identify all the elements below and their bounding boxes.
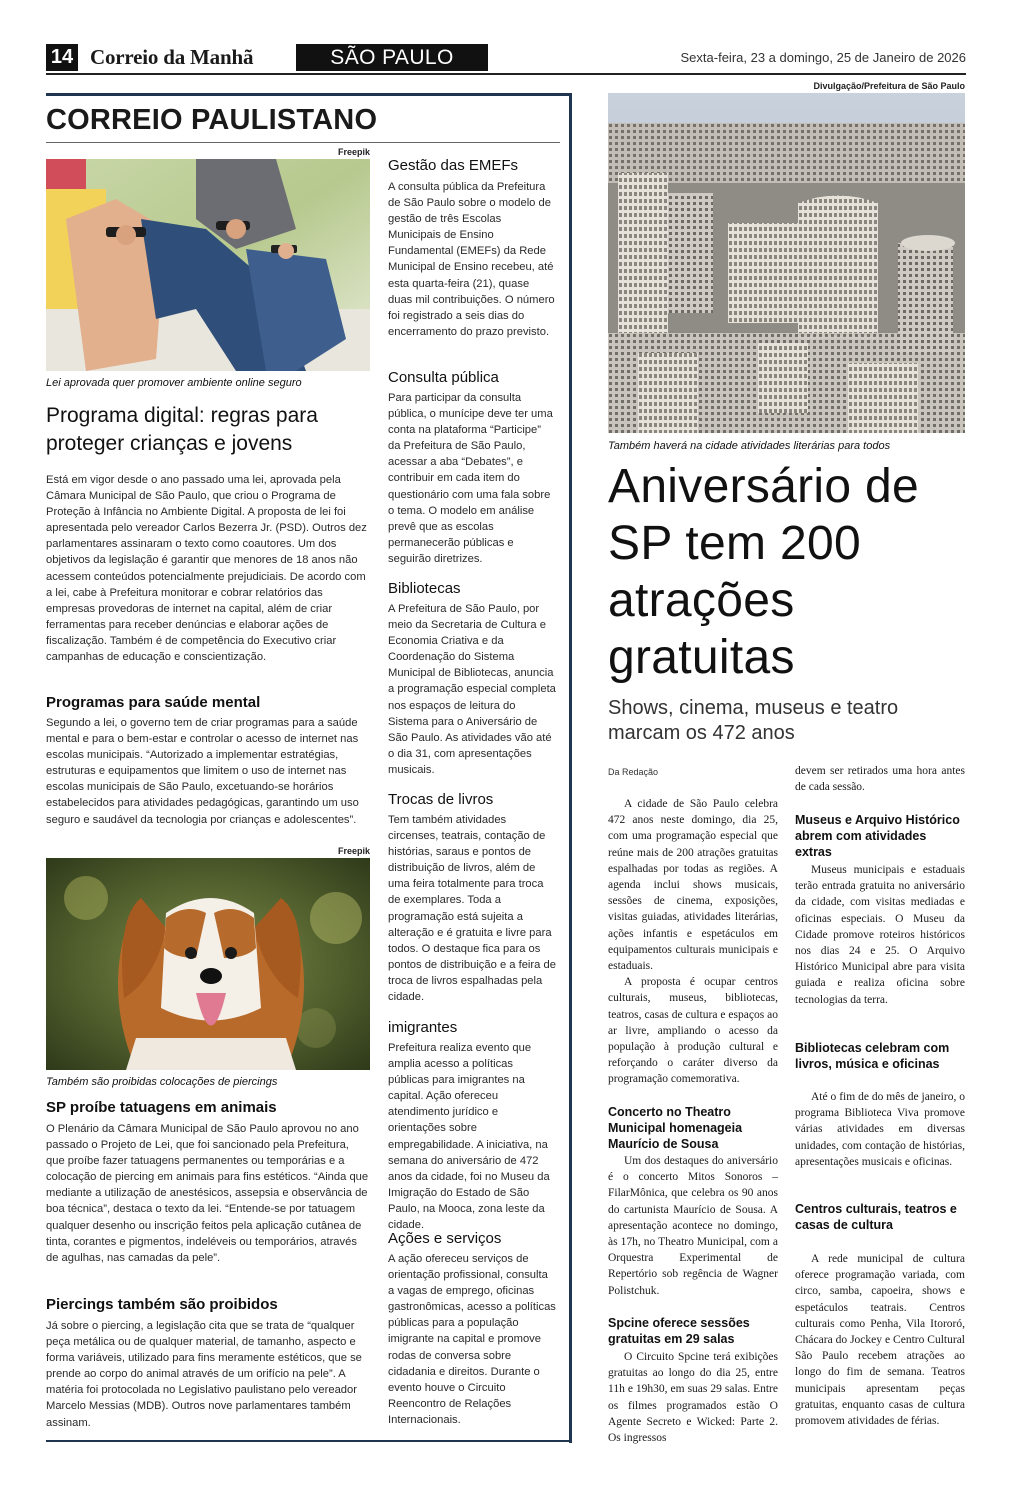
article-body xyxy=(46,472,370,665)
article-body xyxy=(608,796,778,1088)
article-body xyxy=(608,1153,778,1299)
subheading: Museus e Arquivo Histórico abrem com atividades extras xyxy=(795,813,960,859)
column-frame-top xyxy=(46,93,572,96)
subheading: Concerto no Theatro Municipal homenageia Maurício de Sousa xyxy=(608,1105,743,1151)
article-body xyxy=(608,1349,778,1446)
article-body xyxy=(388,1251,556,1428)
section-title-rule xyxy=(46,142,560,143)
photo-caption: Lei aprovada quer promover ambiente online seguro xyxy=(46,377,302,389)
column-frame-bottom xyxy=(46,1440,572,1442)
section-title: CORREIO PAULISTANO xyxy=(46,104,378,136)
subheading: Ações e serviços xyxy=(388,1230,502,1247)
paragraph: Um dos destaques do aniversário é o concerto Mitos Sonoros – FilarMônica, que celebra os 90 anos do cartunista Maurício de Sousa. A apresentação acontece no domingo, às 17h, no Theatro Municipal, com a Orquestra Experimental de Repertório sob regência de Wagner Polistchuk. xyxy=(608,1155,778,1297)
subheading: Trocas de livros xyxy=(388,791,494,808)
header-rule xyxy=(46,73,966,75)
article-body xyxy=(795,862,965,1008)
photo-credit: Freepik xyxy=(337,147,370,157)
article-body xyxy=(388,601,556,778)
paragraph: A consulta pública da Prefeitura de São Paulo sobre o modelo de gestão de três Escolas Municipais de Ensino Fundamental (EMEFs) da Rede Municipal de Ensino recebeu, até esta quarta-feira (21), quase duas mil contribuições. O número foi registrado a seis dias do encerramento do prazo previsto. xyxy=(388,181,555,338)
article-body xyxy=(795,1089,965,1170)
masthead-logo: Correio da Manhã xyxy=(90,45,254,69)
paragraph: Já sobre o piercing, a legislação cita que se trata de “qualquer peça metálica ou de qualquer material, de tamanho, aspecto e forma variáveis, utilizado para fins meramente estéticos, que se prende ao corpo do animal através de um orifício na pele”. A matéria foi protocolada no Legislativo paulistano pelo vereador Marcelo Messias (MDB). Outros nove parlamentares também assinam. xyxy=(46,1320,362,1429)
paragraph: Até o fim de do mês de janeiro, o programa Biblioteca Viva promove várias atividades em diversas unidades, com contação de histórias, apresentações musicais e oficinas. xyxy=(795,1091,965,1168)
article-body xyxy=(388,179,556,340)
photo-caption: Também são proibidas colocações de piercings xyxy=(46,1076,278,1088)
column-frame-right xyxy=(569,93,572,1443)
subheading: Piercings também são proibidos xyxy=(46,1296,278,1313)
photo-caption: Também haverá na cidade atividades literárias para todos xyxy=(608,440,891,452)
subheading: Consulta pública xyxy=(388,369,499,386)
section-tag: SÃO PAULO xyxy=(296,44,488,71)
article-body xyxy=(46,1318,370,1431)
article-body xyxy=(46,1121,370,1266)
paragraph: O Plenário da Câmara Municipal de São Paulo aprovou no ano passado o Projeto de Lei, que foi sancionado pela Prefeitura, que proíbe fazer tatuagens permanentes ou temporárias e a colocação de piercing em animais para fins estéticos. “Ainda que mediante a utilização de anestésicos, assepsia e observância de boa técnica”, destaca o texto da lei. “Entende-se por tatuagem qualquer desenho ou inscrição feitos pela aplicação cutânea de tinta, corantes e pigmentos, indeléveis ou temporários, através de agulhas, nas camadas da pele”. xyxy=(46,1123,369,1264)
article-body xyxy=(795,1251,965,1429)
paragraph: O Circuito Spcine terá exibições gratuitas ao longo do dia 25, entre 11h e 19h30, em suas 29 salas. Entre os filmes programados estão O Agente Secreto e Wicked: Parte 2. Os ingressos xyxy=(608,1351,778,1445)
subheading: Centros culturais, teatros e casas de cultura xyxy=(795,1202,957,1232)
paragraph: Está em vigor desde o ano passado uma lei, aprovada pela Câmara Municipal de São Paulo, que criou o Programa de Proteção à Infância no Ambiente Digital. A proposta de lei foi apresentada pelo vereador Carlos Bezerra Jr. (PSD). Outros dez parlamentares assinaram o texto como coautores. Um dos objetivos da legislação é garantir que menores de 18 anos não acessem conteúdos potencialmente prejudiciais. De acordo com a lei, cabe à Prefeitura monitorar e cobrar relatórios das empresas provedoras de internet na capital, além de criar ferramentas para receber denúncias e elaborar ações de fiscalização. Também é de competência do Executivo criar campanhas de educação e conscientização. xyxy=(46,474,367,664)
page-header xyxy=(46,44,966,74)
paragraph: Segundo a lei, o governo tem de criar programas para a saúde mental e para o bem-estar e controlar o acesso de internet nas escolas municipais. “Autorizado a implementar estratégias, estruturas e equipamentos que limitem o uso de internet nas escolas municipais de São Paulo, excetuando-se horários estabelecidos para atividades pedagógicas, garantindo um uso seguro e saudável da tecnologia por crianças e adolescentes”. xyxy=(46,717,359,826)
photo-credit: Divulgação/Prefeitura de São Paulo xyxy=(813,81,965,91)
sao-paulo-skyline-photo xyxy=(608,93,965,433)
paragraph: Museus municipais e estaduais terão entrada gratuita no aniversário da cidade, com visitas mediadas e oficinas especiais. O Museu da Cidade promove roteiros históricos nos dias 24 e 25. O Arquivo Histórico Municipal abre para visita guiada e realiza oficina sobre tecnologias da terra. xyxy=(795,864,965,1006)
paragraph: A Prefeitura de São Paulo, por meio da Secretaria de Cultura e Economia Criativa e da Coordenação do Sistema Municipal de Bibliotecas, anuncia a programação especial completa nos espaços de leitura do Sistema para o Aniversário de São Paulo. As atividades vão até o dia 31, com apresentações musicais. xyxy=(388,603,556,776)
subheading: imigrantes xyxy=(388,1019,458,1036)
dog-photo xyxy=(46,858,370,1070)
edition-date: Sexta-feira, 23 a domingo, 25 de Janeiro de 2026 xyxy=(680,50,966,65)
subheading: Bibliotecas celebram com livros, música e oficinas xyxy=(795,1041,950,1071)
byline: Da Redação xyxy=(608,767,659,777)
subheading: Programas para saúde mental xyxy=(46,694,261,711)
paragraph: A cidade de São Paulo celebra 472 anos neste domingo, dia 25, com uma programação especial que reúne mais de 200 atrações gratuitas espalhadas por todas as regiões. A agenda inclui shows musicais, sessões de cinema, exposições, visitas guiadas, atividades literárias, ações infantis e espetáculos em equipamentos culturais municipais e estaduais. xyxy=(608,798,778,973)
headline-deck: Shows, cinema, museus e teatro marcam os 472 anos xyxy=(608,697,899,744)
paragraph: devem ser retirados uma hora antes de cada sessão. xyxy=(795,765,965,794)
article-body xyxy=(46,715,370,828)
paragraph: Tem também atividades circenses, teatrais, contação de histórias, saraus e pontos de distribuição de livros, além de uma feira totalmente para troca de exemplares. Toda a programação está sujeita a alteração e é gratuita e livre para todos. O destaque fica para os pontos de distribuição e a feira de troca de livros espalhadas pela cidade. xyxy=(388,814,556,1004)
photo-credit: Freepik xyxy=(337,846,370,856)
paragraph: A rede municipal de cultura oferece programação variada, com circo, samba, capoeira, shows e espetáculos teatrais. Centros culturais como Penha, Vila Itororó, Chácara do Jockey e Centro Cultural São Paulo recebem atrações ao longo do fim de semana. Teatros municipais apresentam peças gratuitas, enquanto casas de cultura promovem atividades de férias. xyxy=(795,1253,965,1428)
article-headline: Programa digital: regras para proteger crianças e jovens xyxy=(46,404,318,455)
main-headline: Aniversário de SP tem 200 atrações gratuitas xyxy=(608,460,920,684)
subheading: Gestão das EMEFs xyxy=(388,157,519,174)
paragraph: Prefeitura realiza evento que amplia acesso a políticas públicas para imigrantes na capital. Ação ofereceu atendimento jurídico e orientações sobre empregabilidade. A iniciativa, na semana do aniversário de 472 anos da cidade, foi no Museu da Imigração do Estado de São Paulo, na Mooca, zona leste da cidade. xyxy=(388,1042,550,1232)
article-body xyxy=(388,812,556,1005)
page-number: 14 xyxy=(46,44,78,71)
subheading: SP proíbe tatuagens em animais xyxy=(46,1099,277,1116)
article-body xyxy=(388,390,556,567)
paragraph: A ação ofereceu serviços de orientação profissional, consulta a vagas de emprego, oficinas gastronômicas, acesso a políticas públicas para a população imigrante na capital e promove rodas de conversa sobre cidadania e direitos. Durante o evento houve o Circuito Reencontro de Relações Internacionais. xyxy=(388,1253,556,1426)
subheading: Spcine oferece sessões gratuitas em 29 salas xyxy=(608,1316,750,1346)
paragraph: A proposta é ocupar centros culturais, museus, bibliotecas, teatros, casas de cultura e espaços ao ar livre, ampliando o acesso da população à produção cultural e reforçando o caráter diverso da programação comemorativa. xyxy=(608,976,778,1086)
article-body xyxy=(388,1040,556,1233)
paragraph: Para participar da consulta pública, o munícipe deve ter uma conta na plataforma “Participe” da Prefeitura de São Paulo, acessar a aba “Debates”, e contribuir em cada item do questionário com uma fala sobre o tema. O modelo em análise prevê que as escolas permanecerão públicas e seguirão diretrizes. xyxy=(388,392,553,565)
teens-phones-photo xyxy=(46,159,370,371)
subheading: Bibliotecas xyxy=(388,580,461,597)
article-body xyxy=(795,763,965,795)
